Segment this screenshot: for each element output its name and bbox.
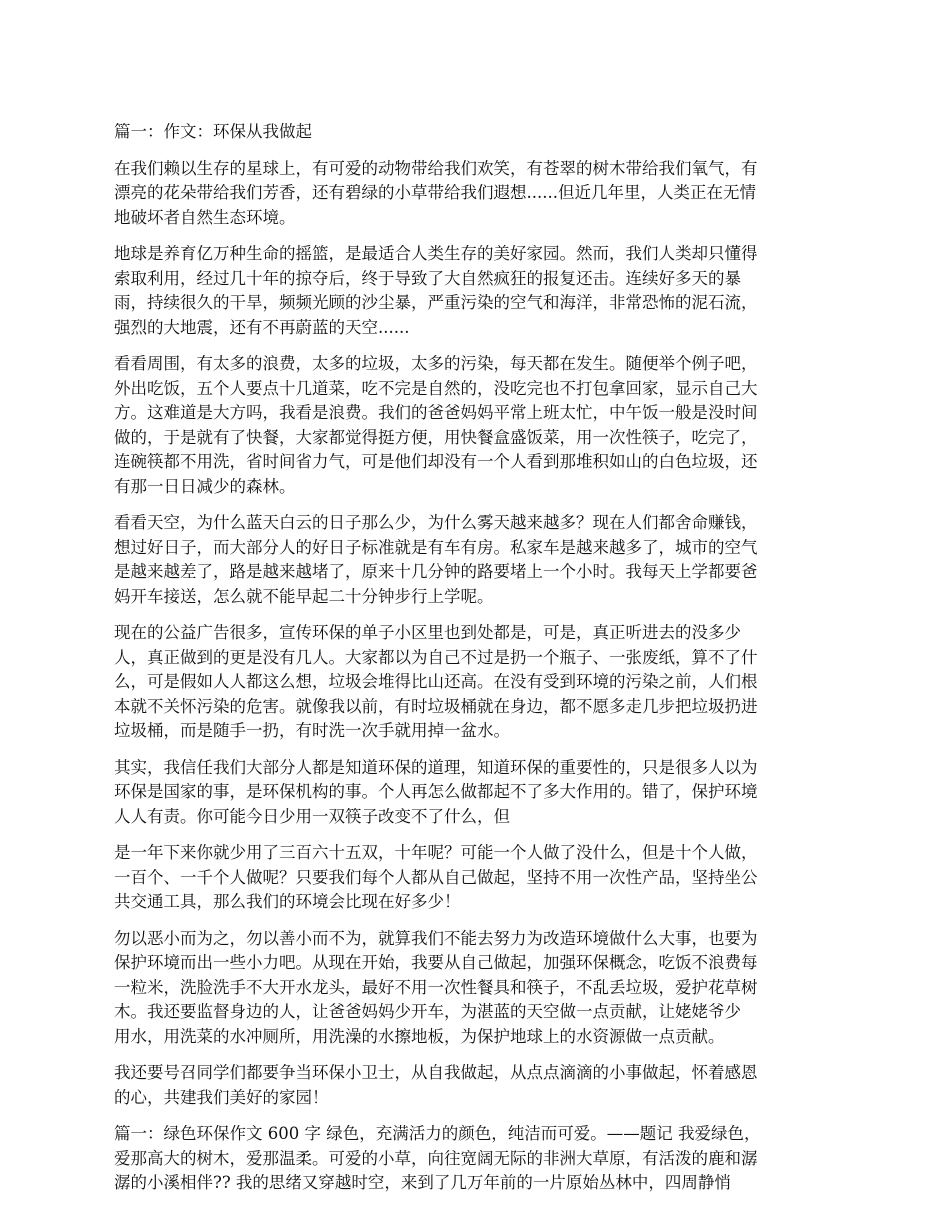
paragraph-line: 想过好日子，而大部分人的好日子标准就是有车有房。私家车是越来越多了，城市的空气 [114,537,758,557]
paragraph-line: 雨，持续很久的干旱，频频光顾的沙尘暴，严重污染的空气和海洋，非常恐怖的泥石流， [114,293,758,312]
paragraph-line: 爱那高大的树木，爱那温柔。可爱的小草，向往宽阔无际的非洲大草原，有活泼的鹿和潺 [114,1148,758,1168]
heading-text: 篇一：作文：环保从我做起 [114,122,312,141]
paragraph-line: 方。这难道是大方吗，我看是浪费。我们的爸爸妈妈平常上班太忙，中午饭一般是没时间 [114,403,758,422]
paragraph [114,157,840,231]
paragraph-line: 环保是国家的事，是环保机构的事。个人再怎么做都起不了多大作用的。错了，保护环境 [114,782,758,801]
paragraph [114,352,840,499]
paragraph-line: 看看周围，有太多的浪费，太多的垃圾，太多的污染，每天都在发生。随便举个例子吧， [114,354,758,373]
paragraph-line: 是一年下来你就少用了三百六十五双，十年呢？可能一个人做了没什么，但是十个人做， [114,843,758,862]
paragraph-line: 一百个、一千个人做呢？只要我们每个人都从自己做起，坚持不用一次性产品，坚持坐公 [114,867,758,887]
paragraph-line: 潺的小溪相伴?? 我的思绪又穿越时空，来到了几万年前的一片原始丛林中，四周静悄 [114,1173,731,1192]
paragraph [114,621,840,744]
document-page [114,120,840,1208]
paragraph-line: 连碗筷都不用洗，省时间省力气，可是他们却没有一个人看到那堆积如山的白色垃圾，还 [114,452,758,471]
paragraph-line: 人人有责。你可能今日少用一双筷子改变不了什么，但 [114,806,510,826]
paragraph-line: 在我们赖以生存的星球上，有可爱的动物带给我们欢笑，有苍翠的树木带给我们氧气，有 [114,158,758,178]
paragraph-line: 的心，共建我们美好的家园！ [114,1087,329,1107]
paragraph-line: 木。我还要监督身边的人，让爸爸妈妈少开车，为湛蓝的天空做一点贡献，让姥姥爷少 [114,1002,741,1021]
paragraph [114,1061,840,1110]
paragraph-line: 漂亮的花朵带给我们芳香，还有碧绿的小草带给我们遐想......但近几年里，人类正在无情 [114,183,756,202]
paragraph-line: 看看天空，为什么蓝天白云的日子那么少，为什么雾天越来越多？现在人们都舍命赚钱， [114,513,758,532]
paragraph-line: 共交通工具，那么我们的环境会比现在好多少！ [114,892,461,911]
paragraph-line: 有那一日日减少的森林。 [114,476,296,496]
paragraph-line: 外出吃饭，五个人要点十几道菜，吃不完是自然的，没吃完也不打包拿回家，显示自己大 [114,378,758,398]
paragraph [114,511,840,609]
paragraph-line: 保护环境而出一些小力吧。从现在开始，我要从自己做起，加强环保概念，吃饭不浪费每 [114,953,758,972]
paragraph-line: 现在的公益广告很多，宣传环保的单子小区里也到处都是，可是，真正听进去的没多少 [114,623,741,642]
paragraph-line: 篇一：绿色环保作文 600 字 绿色，充满活力的颜色，纯洁而可爱。——题记 我爱绿色， [114,1124,761,1143]
document-body [114,157,840,1196]
paragraph-line: 我还要号召同学们都要争当环保小卫士，从自我做起，从点点滴滴的小事做起，怀着感恩 [114,1063,758,1082]
paragraph-line: 强烈的大地震，还有不再蔚蓝的天空...... [114,317,410,337]
paragraph-line: 人，真正做到的更是没有几人。大家都以为自己不过是扔一个瓶子、一张废纸，算不了什 [114,647,758,667]
paragraph-line: 是越来越差了，路是越来越堵了，原来十几分钟的路要堵上一个小时。我每天上学都要爸 [114,562,758,581]
paragraph-line: 妈开车接送，怎么就不能早起二十分钟步行上学呢。 [114,586,494,606]
paragraph-line: 其实，我信任我们大部分人都是知道环保的道理，知道环保的重要性的，只是很多人以为 [114,757,758,777]
paragraph-line: 用水，用洗菜的水冲厕所，用洗澡的水擦地板，为保护地球上的水资源做一点贡献。 [114,1026,725,1046]
document-heading [114,120,840,145]
paragraph-line: 勿以恶小而为之，勿以善小而不为，就算我们不能去努力为改造环境做什么大事，也要为 [114,928,758,948]
paragraph [114,756,840,830]
paragraph-line: 本就不关怀污染的危害。就像我以前，有时垃圾桶就在身边，都不愿多走几步把垃圾扔进 [114,696,758,716]
paragraph [114,841,840,915]
paragraph-line: 做的，于是就有了快餐，大家都觉得挺方便，用快餐盒盛饭菜，用一次性筷子，吃完了， [114,427,758,447]
paragraph [114,242,840,340]
paragraph-line: 垃圾桶，而是随手一扔，有时洗一次手就用掉一盆水。 [114,721,510,740]
paragraph-line: 一粒米，洗脸洗手不大开水龙头，最好不用一次性餐具和筷子，不乱丢垃圾，爱护花草树 [114,977,758,997]
paragraph-line: 地破坏者自然生态环境。 [114,207,296,227]
paragraph [114,1122,840,1196]
paragraph-line: 么，可是假如人人都这么想，垃圾会堆得比山还高。在没有受到环境的污染之前，人们根 [114,672,758,691]
paragraph [114,927,840,1050]
paragraph-line: 索取利用，经过几十年的掠夺后，终于导致了大自然疯狂的报复还击。连续好多天的暴 [114,268,741,288]
paragraph-line: 地球是养育亿万种生命的摇篮，是最适合人类生存的美好家园。然而，我们人类却只懂得 [114,244,758,263]
